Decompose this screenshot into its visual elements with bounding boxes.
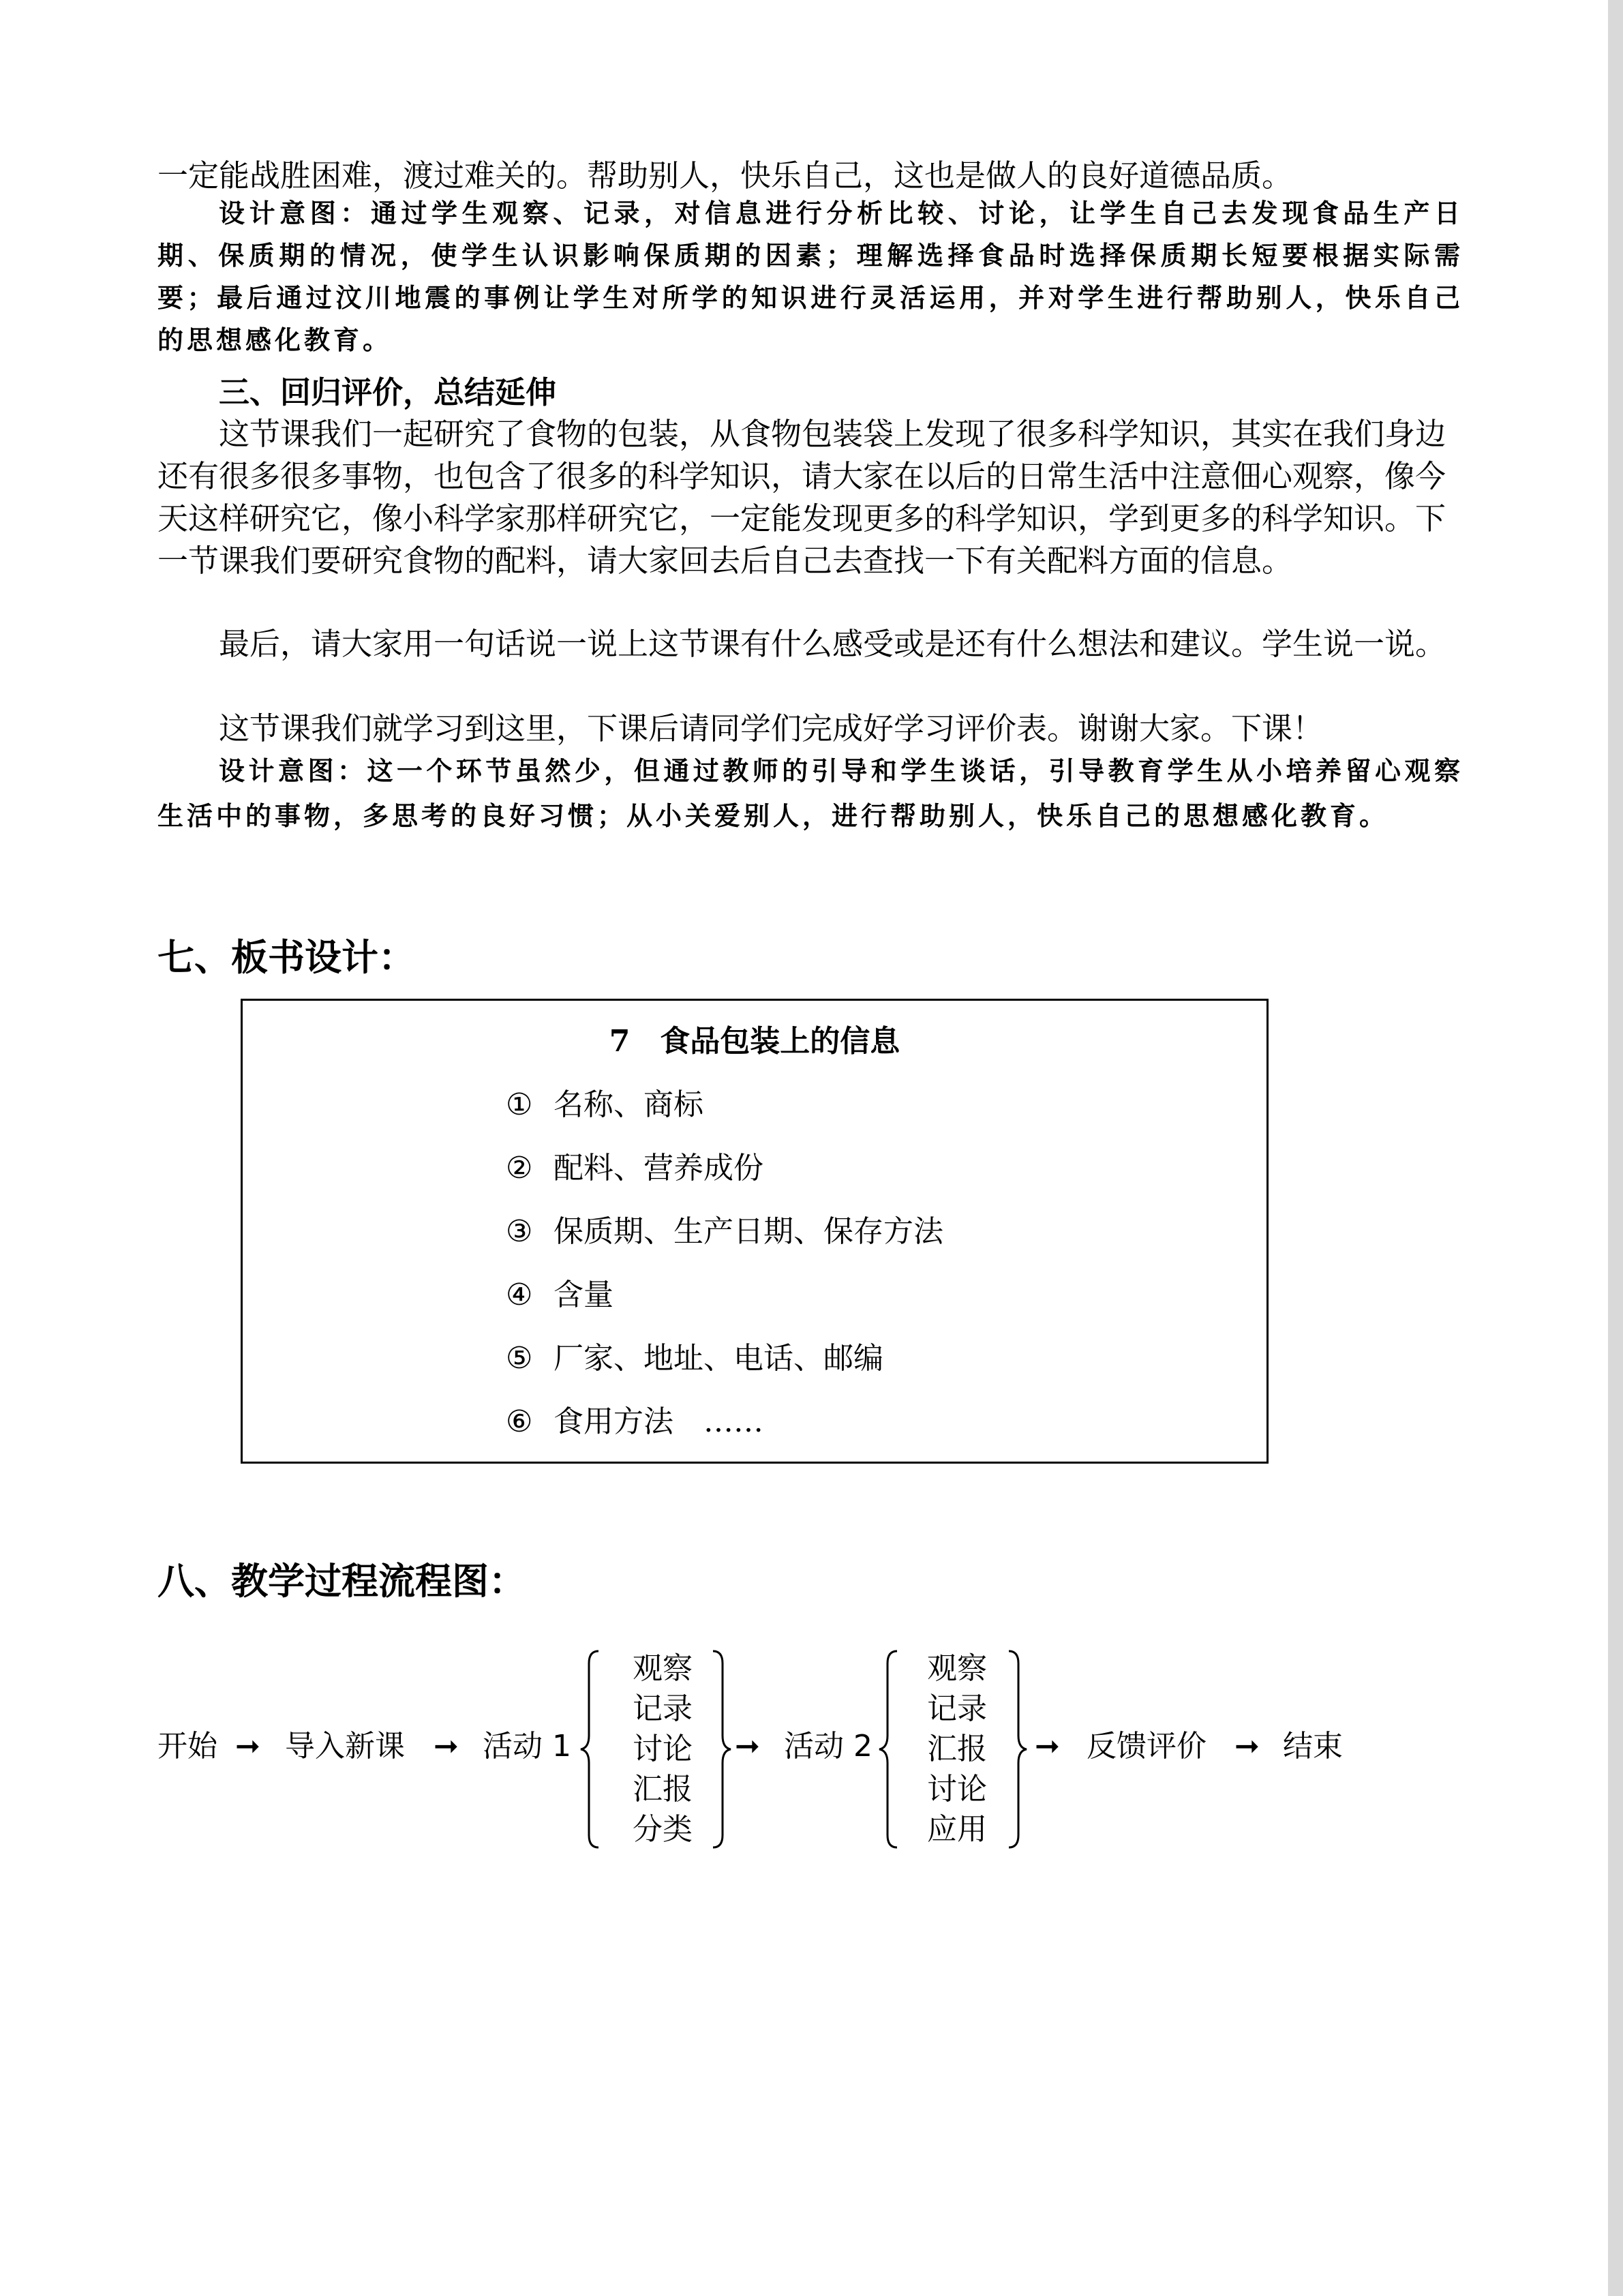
paragraph-feedback: 最后，请大家用一句话说一说上这节课有什么感受或是还有什么想法和建议。学生说一说。 — [219, 626, 1446, 662]
section-7-heading: 七、板书设计： — [157, 936, 415, 979]
left-brace-icon — [578, 1648, 603, 1850]
left-brace-icon — [877, 1648, 901, 1850]
flow-intro: 导入新课 — [285, 1729, 405, 1764]
board-item — [506, 1275, 613, 1316]
activity-1-step: 汇报 — [633, 1772, 693, 1807]
flow-start: 开始 — [157, 1729, 217, 1764]
flow-end: 结束 — [1283, 1729, 1343, 1764]
board-item-number: ④ — [506, 1278, 533, 1312]
board-item-number: ② — [506, 1151, 533, 1185]
design-intent-2: 设计意图：这一个环节虽然少，但通过教师的引导和学生谈话，引导教育学生从小培养留心观察生活中的事物，多思考的良好习惯；从小关爱别人，进行帮助别人，快乐自己的思想感化教育。 — [157, 755, 1463, 831]
board-item-text: 含量 — [553, 1278, 613, 1312]
section-3-heading: 三、回归评价，总结延伸 — [219, 374, 557, 410]
board-item — [506, 1402, 763, 1442]
board-item-text: 名称、商标 — [553, 1087, 703, 1122]
paragraph-summary: 这节课我们一起研究了食物的包装，从食物包装袋上发现了很多科学知识，其实在我们身边还有很多很多事物，也包含了很多的科学知识，请大家在以后的日常生活中注意佃心观察，像今天这样研究它，像小科学家那样研究它，一定能发现更多的科学知识，学到更多的科学知识。下一节课我们要研究食物的配料，请大家回去后自己去查找一下有关配料方面的信息。 — [157, 416, 1446, 579]
board-item-number: ⑤ — [506, 1341, 533, 1376]
activity-2-step: 讨论 — [927, 1772, 987, 1807]
board-item-number: ① — [506, 1087, 533, 1122]
activity-2-step: 应用 — [927, 1812, 987, 1847]
board-title: 7 食品包装上的信息 — [609, 1024, 900, 1059]
section-8-heading: 八、教学过程流程图： — [157, 1560, 526, 1603]
paragraph-end: 这节课我们就学习到这里，下课后请同学们完成好学习评价表。谢谢大家。下课！ — [219, 710, 1324, 746]
activity-1-steps — [622, 1648, 703, 1849]
paragraph-top: 一定能战胜困难，渡过难关的。帮助别人，快乐自己，这也是做人的良好道德品质。 — [157, 157, 1293, 194]
flow-arrow-icon: ➞ — [434, 1729, 459, 1764]
flow-arrow-icon: ➞ — [735, 1729, 760, 1764]
page-edge — [1608, 0, 1623, 2296]
board-item-text: 保质期、生产日期、保存方法 — [553, 1214, 943, 1249]
flow-arrow-icon: ➞ — [235, 1729, 260, 1764]
activity-1-step: 记录 — [633, 1691, 693, 1726]
activity-1-step: 观察 — [633, 1651, 693, 1686]
activity-2-steps — [916, 1648, 998, 1849]
flow-feedback: 反馈评价 — [1087, 1729, 1207, 1764]
activity-2-step: 汇报 — [927, 1732, 987, 1766]
board-item — [506, 1338, 883, 1379]
activity-1-step: 讨论 — [633, 1732, 693, 1766]
activity-2-step: 观察 — [927, 1651, 987, 1686]
board-item — [506, 1085, 703, 1126]
activity-1-step: 分类 — [633, 1812, 693, 1847]
board-item — [506, 1148, 763, 1189]
board-item-text: 厂家、地址、电话、邮编 — [553, 1341, 883, 1376]
board-item-number: ⑥ — [506, 1404, 533, 1439]
activity-2-step: 记录 — [927, 1691, 987, 1726]
flow-arrow-icon: ➞ — [1234, 1729, 1260, 1764]
flow-arrow-icon: ➞ — [1035, 1729, 1060, 1764]
board-item-text: 配料、营养成份 — [553, 1151, 763, 1185]
flow-activity-1: 活动 1 — [483, 1729, 571, 1764]
board-item-number: ③ — [506, 1214, 533, 1249]
blackboard-design-box — [241, 999, 1269, 1464]
right-brace-icon — [709, 1648, 733, 1850]
flow-activity-2: 活动 2 — [784, 1729, 873, 1764]
design-intent-1: 设计意图：通过学生观察、记录，对信息进行分析比较、讨论，让学生自己去发现食品生产日期、保质期的情况，使学生认识影响保质期的因素；理解选择食品时选择保质期长短要根据实际需要；最后通过汶川地震的事例让学生对所学的知识进行灵活运用，并对学生进行帮助别人，快乐自己的思想感化教育。 — [157, 198, 1463, 355]
board-item-text: 食用方法 …… — [553, 1404, 763, 1439]
board-item — [506, 1211, 943, 1252]
right-brace-icon — [1005, 1648, 1029, 1850]
